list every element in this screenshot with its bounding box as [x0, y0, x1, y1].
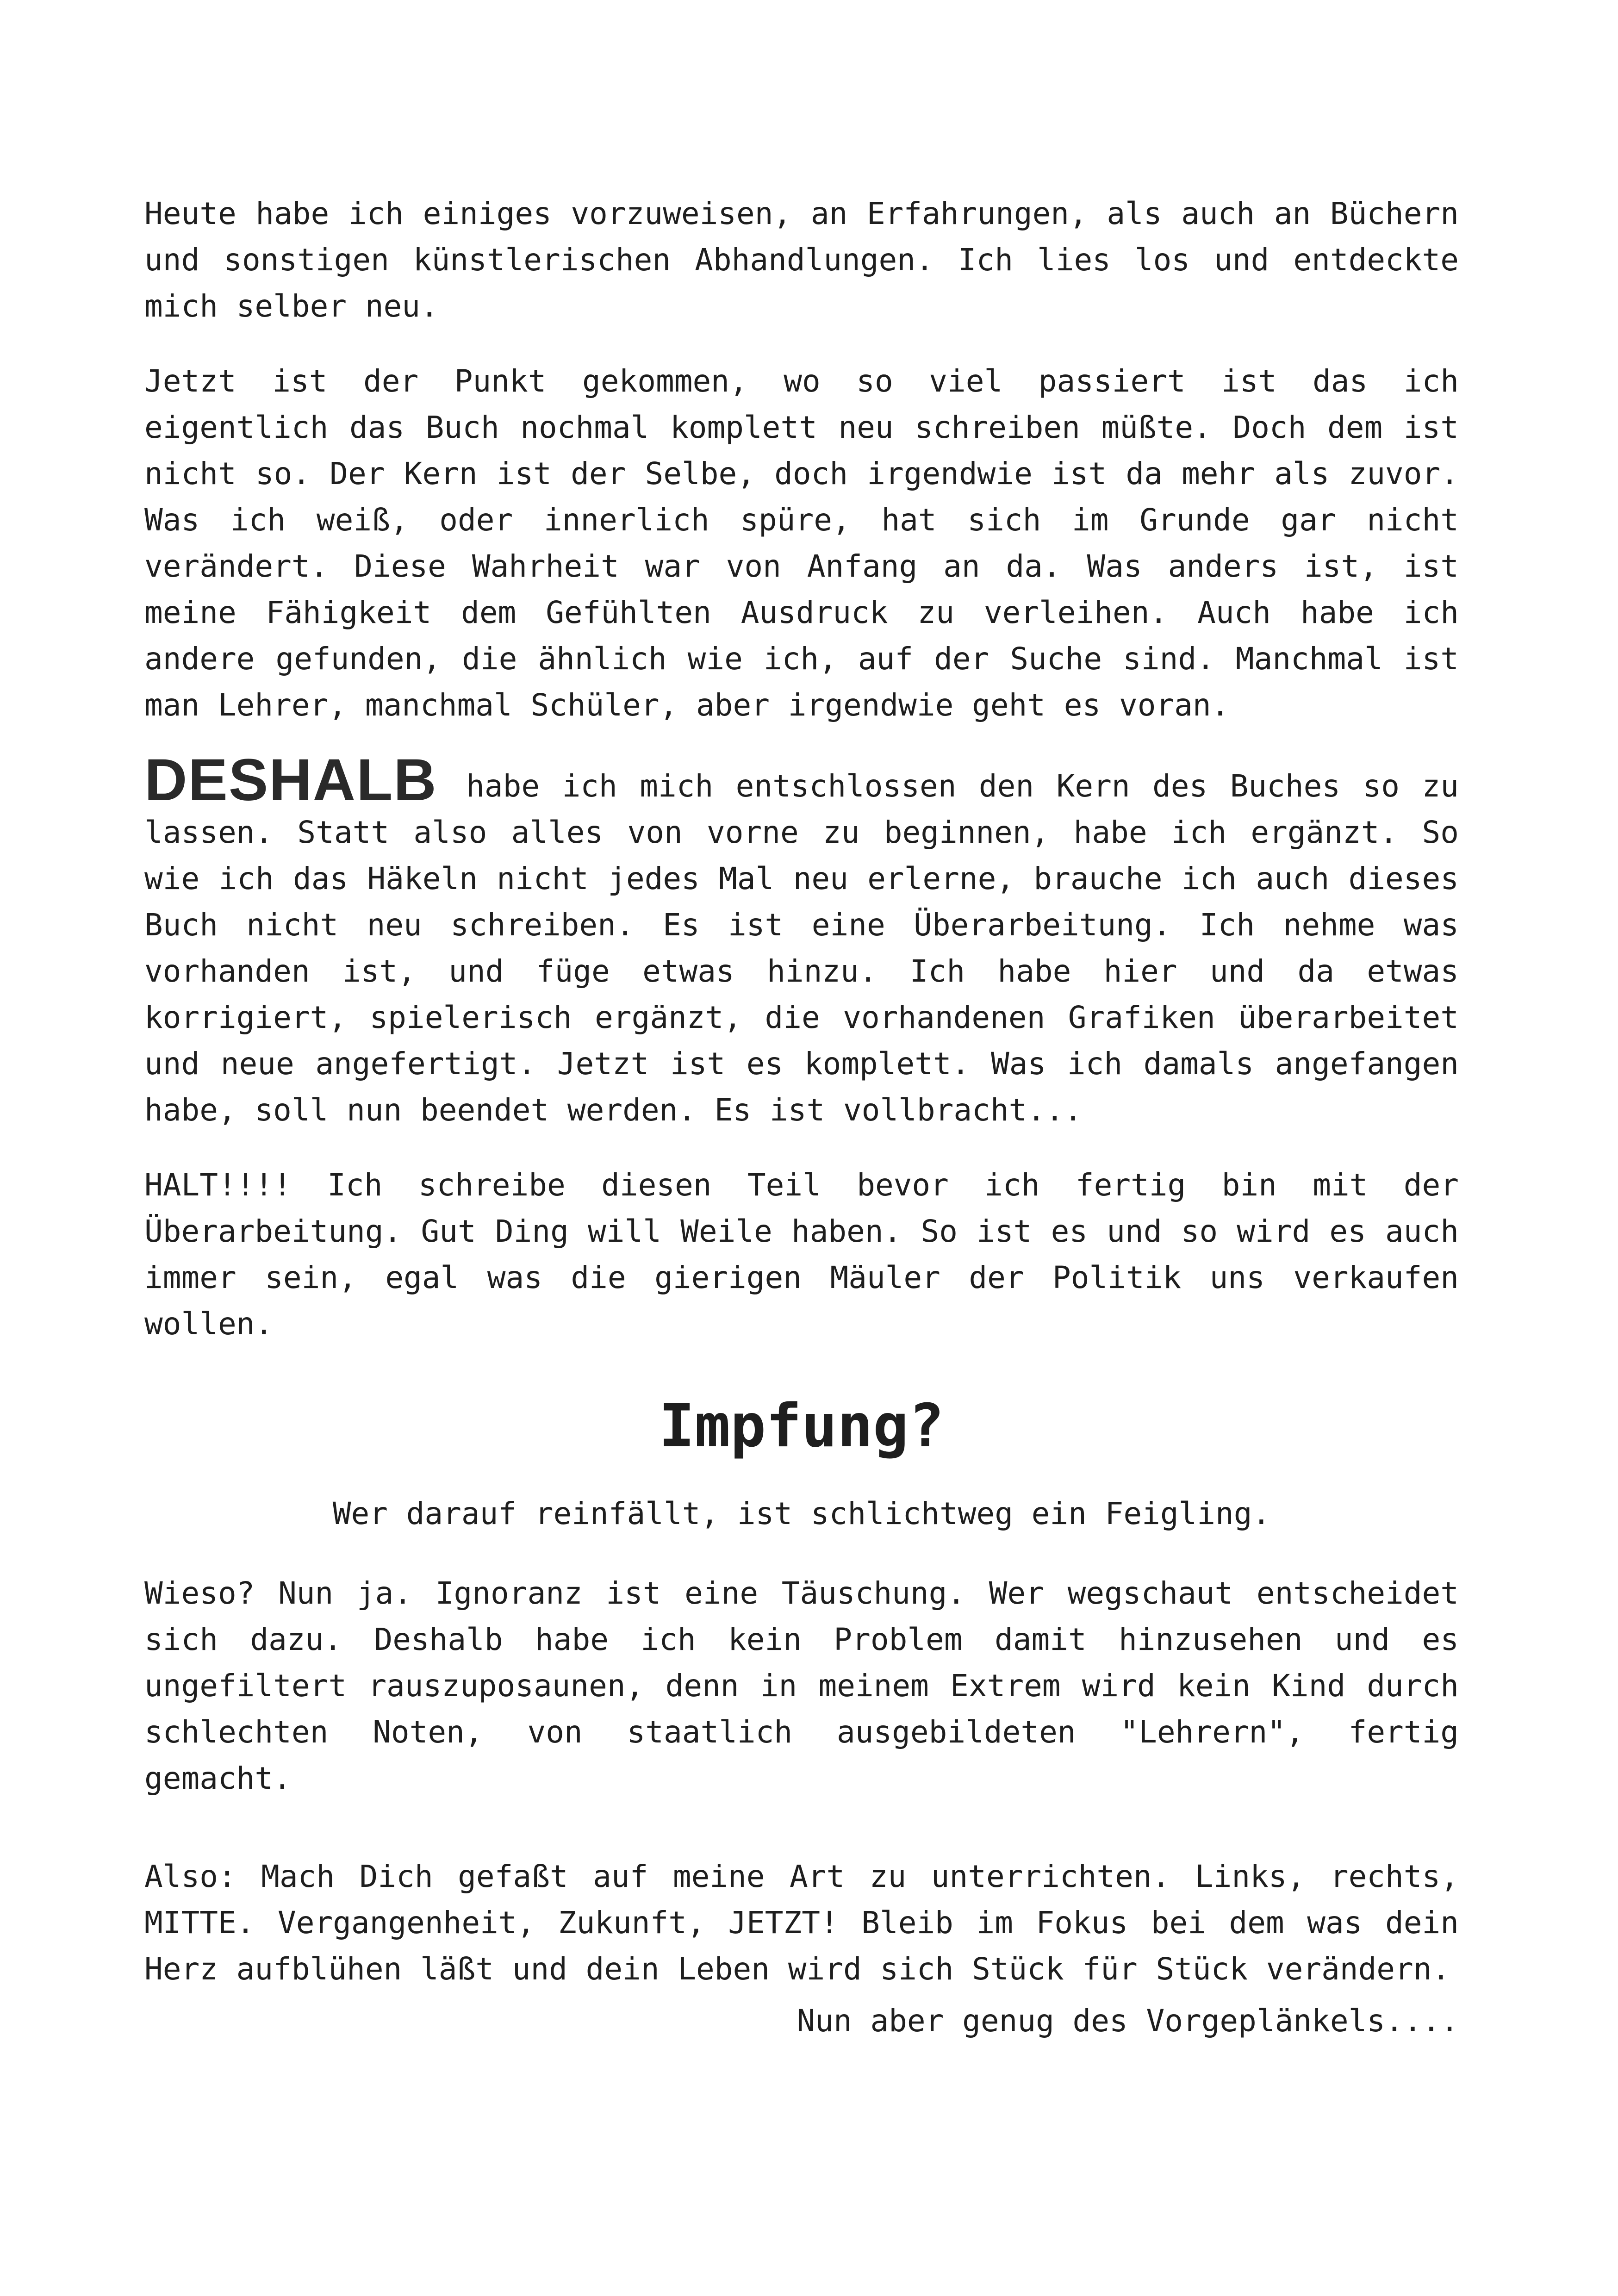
document-page [144, 191, 1459, 2044]
closing-line: Nun aber genug des Vorgeplänkels.... [797, 2003, 1459, 2039]
paragraph-halt: HALT!!!! Ich schreibe diesen Teil bevor ich fertig bin mit der Überarbeitung. Gut Ding will Weile haben. So ist es und so wird es auch immer sein, egal was die gierigen Mäuler der Politik uns verkaufen wollen. [144, 1167, 1459, 1342]
paragraph-intro: Heute habe ich einiges vorzuweisen, an Erfahrungen, als auch an Büchern und sonstigen künstlerischen Abhandlungen. Ich lies los und entdeckte mich selber neu. [144, 196, 1459, 324]
paragraph-also: Also: Mach Dich gefaßt auf meine Art zu unterrichten. Links, rechts, MITTE. Vergangenheit, Zukunft, JETZT! Bleib im Fokus bei dem was dein Herz aufblühen läßt und dein Leben wird sich Stück für Stück verändern. [144, 1859, 1459, 1987]
paragraph-deshalb [144, 747, 1459, 1133]
paragraph-deshalb-text: habe ich mich entschlossen den Kern des Buches so zu lassen. Statt also alles von vorne zu beginnen, habe ich ergänzt. So wie ich das Häkeln nicht jedes Mal neu erlerne, brauche ich auch dieses Buch nicht neu schreiben. Es ist eine Überarbeitung. Ich nehme was vorhanden ist, und füge etwas hinzu. Ich habe hier und da etwas korrigiert, spielerisch ergänzt, die vorhandenen Grafiken überarbeitet und neue angefertigt. Jetzt ist es komplett. Was ich damals angefangen habe, soll nun beendet werden. Es ist vollbracht... [144, 768, 1459, 1128]
lead-word-deshalb: DESHALB [144, 747, 437, 813]
paragraph-kern: Jetzt ist der Punkt gekommen, wo so viel passiert ist das ich eigentlich das Buch nochmal komplett neu schreiben müßte. Doch dem ist nicht so. Der Kern ist der Selbe, doch irgendwie ist da mehr als zuvor. Was ich weiß, oder innerlich spüre, hat sich im Grunde gar nicht verändert. Diese Wahrheit war von Anfang an da. Was anders ist, ist meine Fähigkeit dem Gefühlten Ausdruck zu verleihen. Auch habe ich andere gefunden, die ähnlich wie ich, auf der Suche sind. Manchmal ist man Lehrer, manchmal Schüler, aber irgendwie geht es voran. [144, 363, 1459, 723]
section-subline: Wer darauf reinfällt, ist schlichtweg ein Feigling. [332, 1496, 1271, 1531]
paragraph-wieso: Wieso? Nun ja. Ignoranz ist eine Täuschung. Wer wegschaut entscheidet sich dazu. Deshalb habe ich kein Problem damit hinzusehen und es ungefiltert rauszuposaunen, denn in meinem Extrem wird kein Kind durch schlechten Noten, von staatlich ausgebildeten "Lehrern", fertig gemacht. [144, 1575, 1459, 1796]
section-heading: Impfung? [659, 1392, 945, 1461]
